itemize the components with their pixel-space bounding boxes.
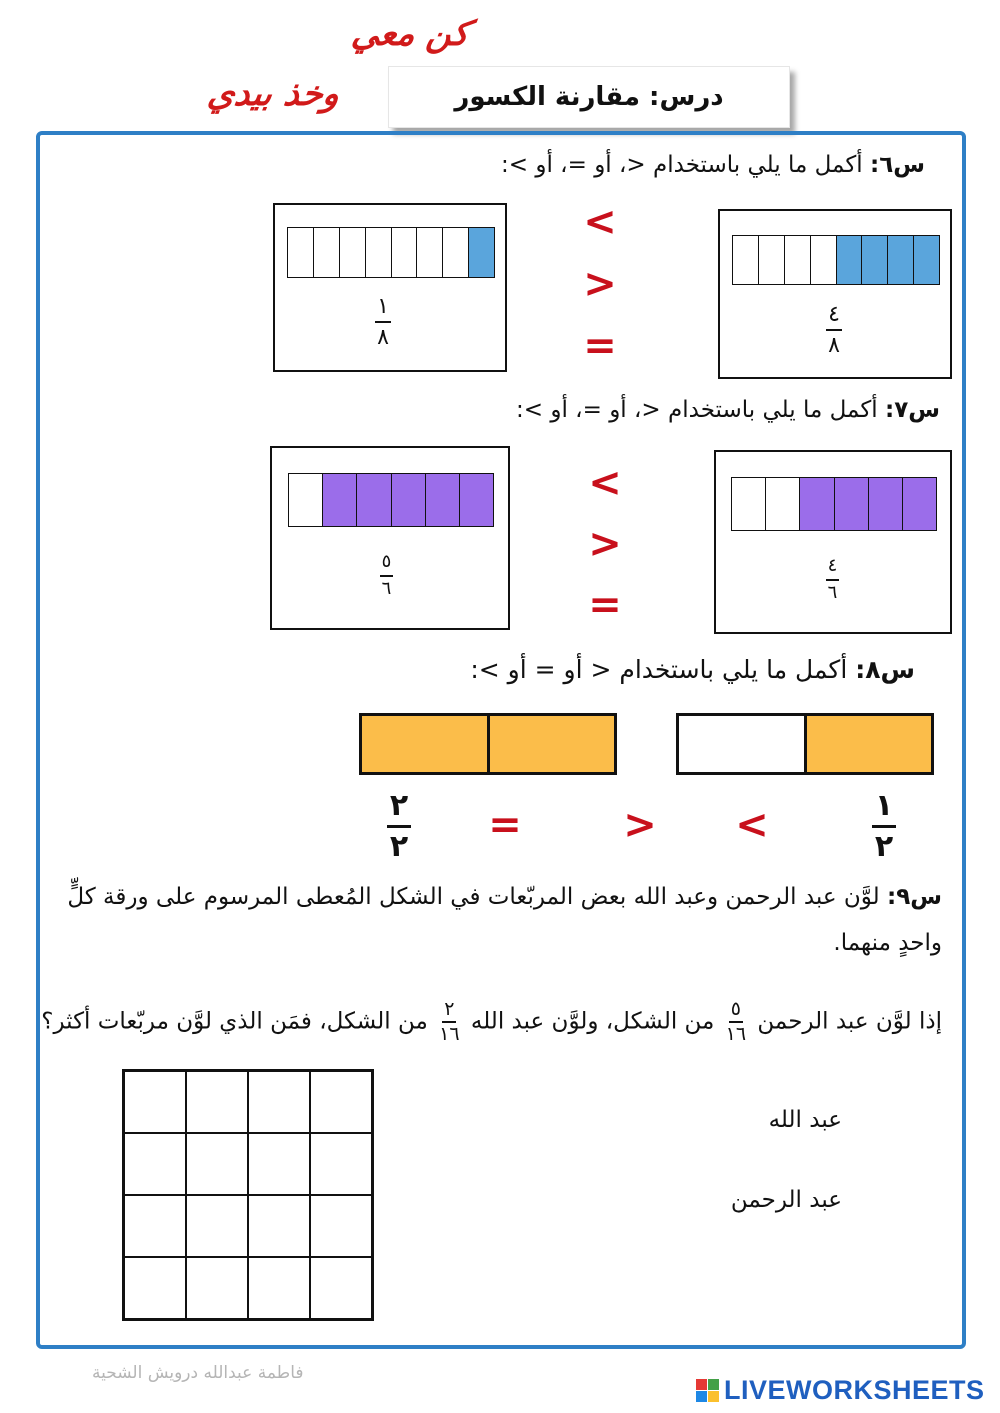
q6-left-fraction-box [273,203,507,372]
q7-right-bar [731,477,937,531]
author-credit: فاطمة عبدالله درويش الشحية [92,1363,304,1383]
q9-question-part-1: إذا لوَّن عبد الرحمن [757,1008,942,1035]
q8-right-numerator: ١ [874,788,894,823]
q7-left-numerator: ٥ [381,551,392,572]
q9-option-abdullah[interactable]: عبد الله [768,1107,842,1133]
q7-left-bar [288,473,494,527]
q6-left-denominator: ٨ [377,325,389,351]
q9-fraction-a [726,1000,746,1044]
q6-left-numerator: ١ [377,294,389,319]
q9-fraction-b [439,1000,459,1044]
q9-square-grid [122,1069,374,1321]
q6-right-fraction [826,303,842,357]
q9-fraction-a-numerator: ٥ [730,998,741,1020]
q9-label: س٩: [887,884,942,910]
q6-less-than-option[interactable]: < [583,199,617,245]
q9-question-part-3: من الشكل، فمَن الذي لوَّن مربّعات أكثر؟ [41,1008,428,1035]
q8-right-denominator: ٢ [874,828,894,864]
q8-left-denominator: ٢ [389,828,409,864]
q9-text-line-2: واحدٍ منهما. [833,930,942,956]
q8-right-fraction [872,790,896,862]
q8-left-bar [359,713,617,775]
q9-fraction-b-denominator: ١٦ [439,1022,460,1045]
q8-text: أكمل ما يلي باستخدام < أو = أو >: [470,655,848,684]
liveworksheets-brand[interactable] [696,1375,985,1406]
q6-label: س٦: [870,152,925,178]
q6-equal-option[interactable]: = [583,323,617,369]
q6-greater-than-option[interactable]: > [583,261,617,307]
q7-label: س٧: [885,397,940,423]
q7-right-fraction-box [714,450,952,634]
q7-less-than-option[interactable]: < [588,460,622,506]
slogan-line-1: كن معي [349,14,472,54]
q7-equal-option[interactable]: = [588,582,622,628]
q8-less-than-option[interactable]: < [735,802,769,848]
q8-equal-option[interactable]: = [488,802,522,848]
q8-greater-than-option[interactable]: > [623,802,657,848]
q7-greater-than-option[interactable]: > [588,521,622,567]
q6-right-denominator: ٨ [828,333,840,359]
q9-question [41,1000,942,1044]
q7-right-denominator: ٦ [827,581,838,603]
liveworksheets-logo-icon [696,1379,720,1403]
q6-left-fraction [375,295,391,349]
q7-right-fraction [826,557,839,603]
q9-prompt-line-1 [67,884,942,910]
q7-left-fraction [380,553,393,599]
q7-right-numerator: ٤ [827,555,838,576]
q7-text: أكمل ما يلي باستخدام <، أو =، أو >: [516,397,878,423]
q6-text: أكمل ما يلي باستخدام <، أو =، أو >: [501,152,863,178]
q9-option-abdulrahman[interactable]: عبد الرحمن [730,1187,842,1213]
q8-right-bar [676,713,934,775]
q9-fraction-a-denominator: ١٦ [725,1022,747,1045]
q9-text-line-1: لوَّن عبد الرحمن وعبد الله بعض المربّعات في الشكل المُعطى المرسوم على ورقة كلٍّ [67,884,880,910]
q9-question-part-2: من الشكل، ولوَّن عبد الله [470,1008,715,1035]
q6-left-bar [287,227,495,278]
lesson-title: درس: مقارنة الكسور [388,66,790,128]
q7-left-denominator: ٦ [381,577,392,599]
q6-right-bar [732,235,940,285]
slogan-line-2: وخذ بيدي [205,74,343,114]
q8-label: س٨: [855,655,915,684]
brand-text: LIVEWORKSHEETS [724,1375,985,1405]
q6-right-numerator: ٤ [828,302,840,327]
q8-left-numerator: ٢ [389,788,409,823]
q9-fraction-b-numerator: ٢ [444,998,455,1020]
q7-prompt [516,397,940,423]
q7-left-fraction-box [270,446,510,630]
q8-left-fraction [387,790,411,862]
q6-right-fraction-box [718,209,952,379]
q6-prompt [501,152,925,178]
q8-prompt [470,655,915,684]
